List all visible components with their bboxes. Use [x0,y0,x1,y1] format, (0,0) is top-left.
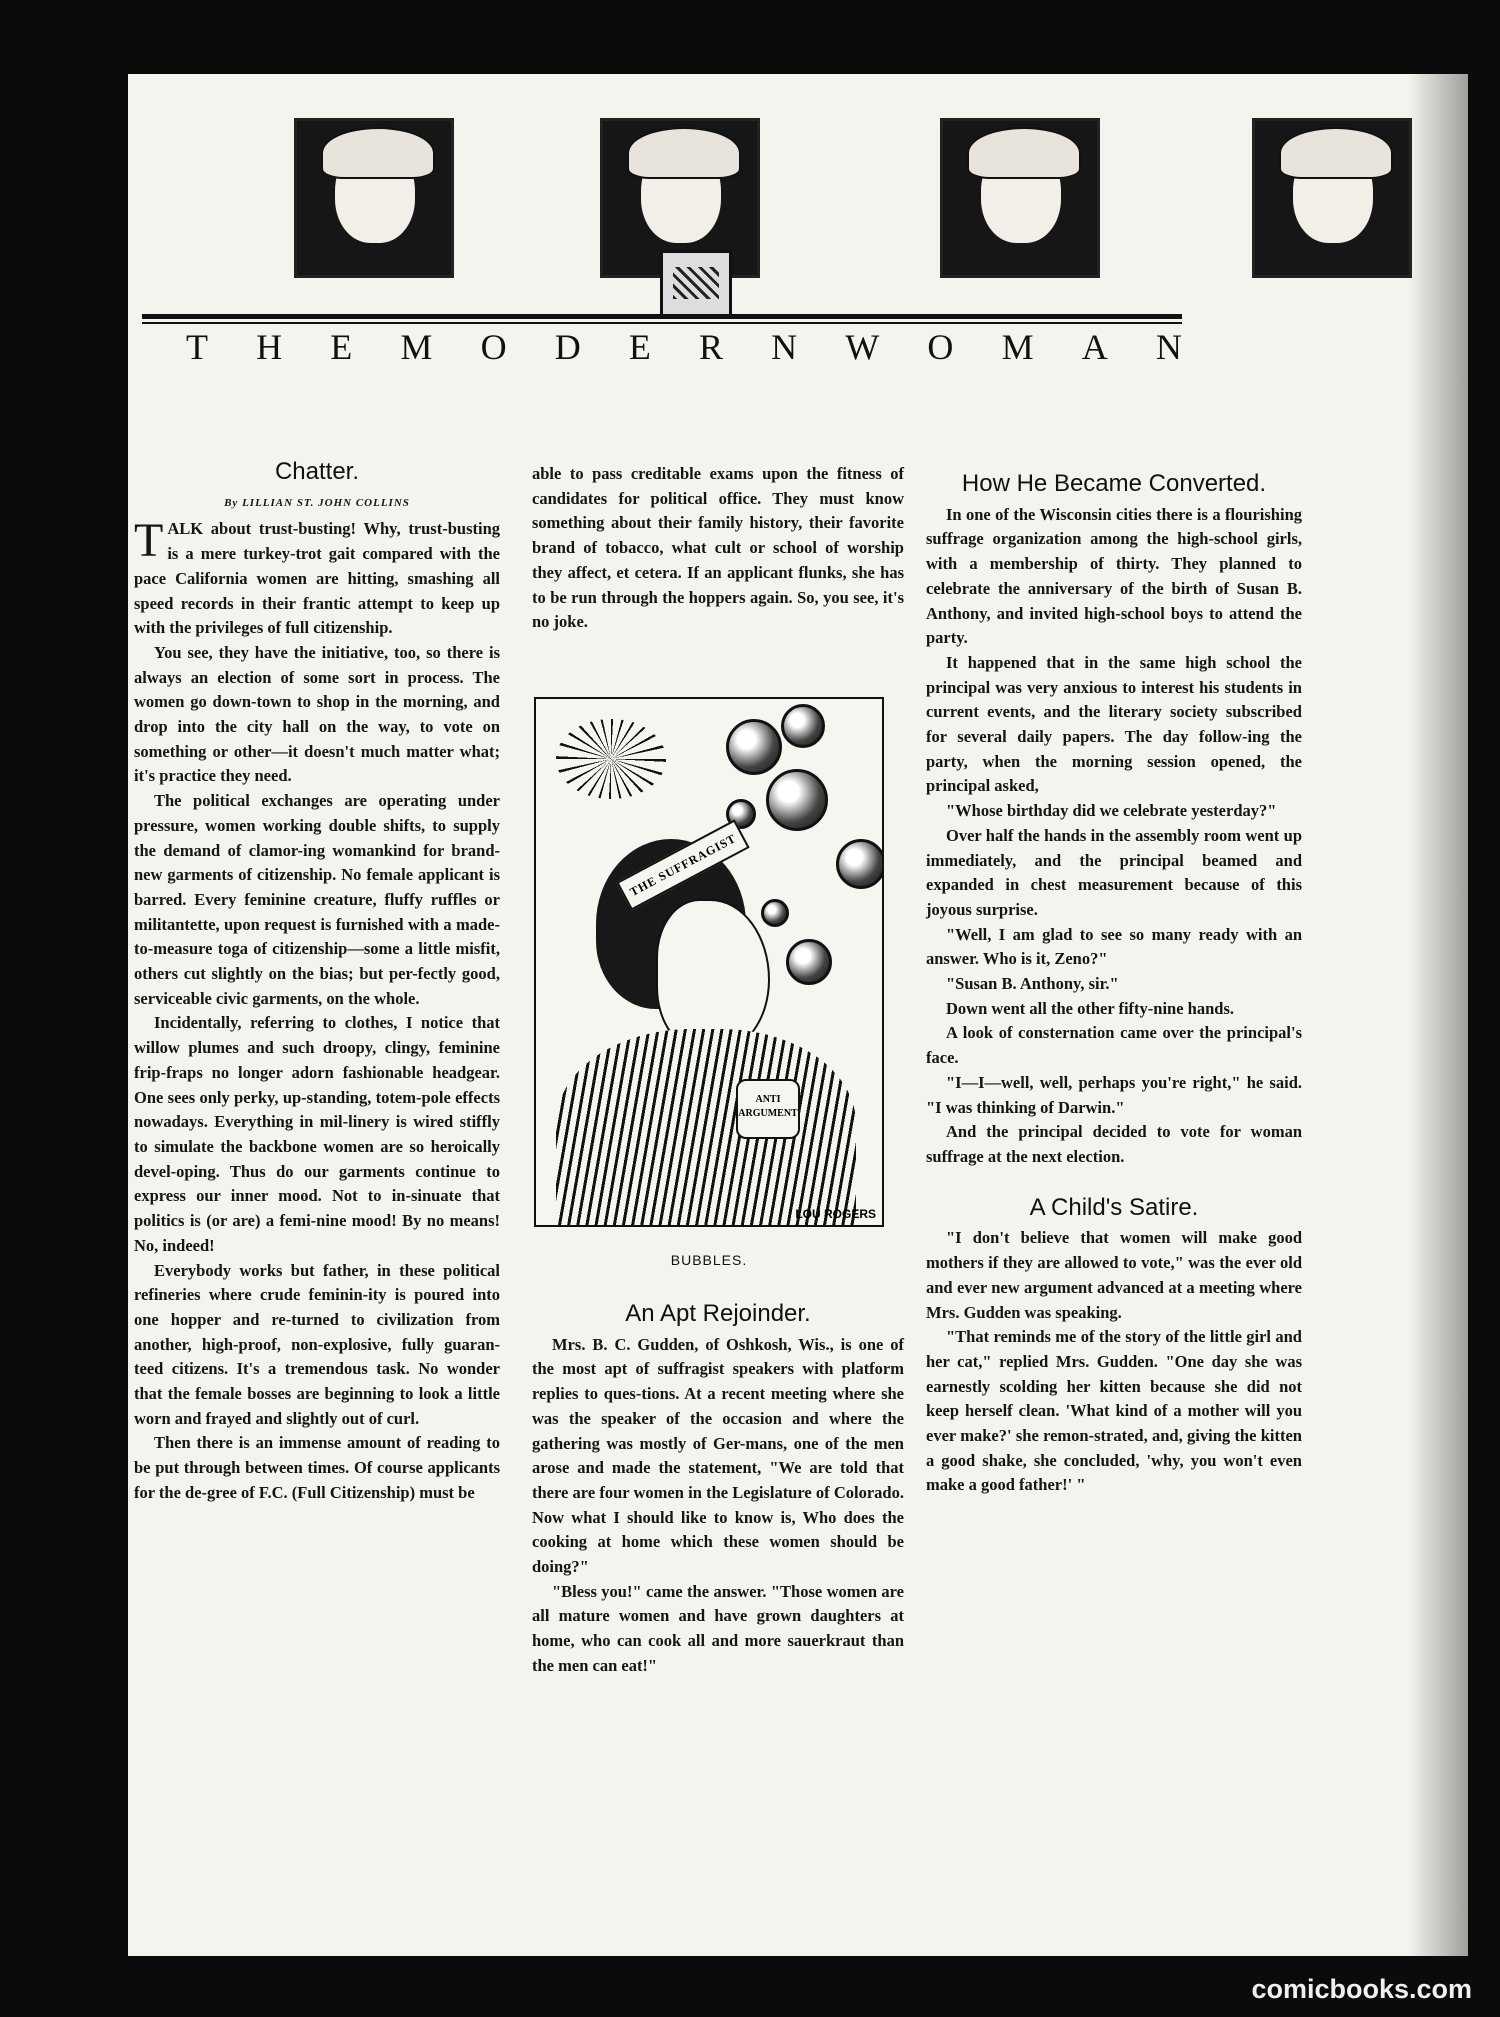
paragraph: "Bless you!" came the answer. "Those women are all mature women and have grown daughters at home, who can cook all and more sauerkraut than the men can eat!" [532,1581,904,1675]
masthead-letter: R [699,327,728,367]
paragraph: Down went all the other fifty-nine hands. [946,998,1235,1018]
portrait-illustration-1 [294,118,454,278]
masthead-letter: M [400,327,437,367]
paragraph: It happened that in the same high school the principal was very anxious to interest his students in current events, and the literary society subscribed for several daily papers. The day follow-ing the party, when the morning session opened, the principal asked, [926,652,1302,796]
masthead-letter: D [554,327,585,367]
masthead-letter: E [330,327,357,367]
masthead-letter: O [927,327,958,367]
paragraph: You see, they have the initiative, too, so there is always an election of some sort in process. The women go down-town to shop in the morning, and drop into the city hall on the way, to vote on something or other—it doesn't much matter what; it's practice they need. [134,642,500,786]
masthead-letter: H [256,327,287,367]
bubbles-cartoon [534,697,884,1227]
column-converted [926,438,1302,1498]
masthead-letter: N [771,327,802,367]
watermark: comicbooks.com [1251,1974,1472,2004]
article-title-chatter: Chatter. [274,458,360,485]
paragraph [134,514,500,641]
paragraph-text: ALK about trust-busting! Why, trust-busting is a mere turkey-trot gait compared with the pace California women are hitting, smashing all speed records in their frantic attempt to keep up with the privileges of full citizenship. [134,519,500,638]
masthead-letter: O [480,327,511,367]
suffragist-sash: THE SUFFRAGIST [616,819,749,910]
bubble [786,939,832,985]
article-title-satire: A Child's Satire. [1029,1193,1199,1221]
paragraph: "I don't believe that women will make good mothers if they are allowed to vote," was the ever old and ever new argument advanced at a meeting where Mrs. Gudden was speaking. [926,1228,1302,1322]
paragraph-continuation: able to pass creditable exams upon the fitness of candidates for political office. They must know something about their family history, their favorite brand of tobacco, what cult or school of worship they affect, et cetera. If an applicant flunks, she has to be run through the hoppers again. So, you see, it's no joke. [532,464,904,632]
bubble [766,769,828,831]
masthead-letter: E [628,327,655,367]
paragraph: And the principal decided to vote for woman suffrage at the next election. [926,1122,1302,1166]
paragraph: The political exchanges are operating under pressure, women working double shifts, to supply the demand of clamor-ing womankind for brand-new garments of citizenship. No female applicant is barred. Every feminine creature, fluffy ruffles or militantette, upon request is furnished with a made-to-measure toga of citizenship—some a little misfit, others cut slightly on the bias; but per-fectly good, serviceable civic garments, on the whole. [134,791,500,1008]
bubble [761,899,789,927]
header-rule [142,314,1182,319]
masthead-letter: T [186,327,212,367]
masthead-letter: W [845,327,884,367]
anti-argument-jar: ANTI ARGUMENT [736,1079,800,1139]
portrait-hat [1279,127,1393,179]
masthead-letter: A [1081,327,1112,367]
paragraph: "I—I—well, well, perhaps you're right," he said. "I was thinking of Darwin." [926,1072,1302,1117]
portrait-illustration-4 [1252,118,1412,278]
paragraph: Over half the hands in the assembly room went up immediately, and the principal beamed and expanded in chest measurement because of this joyous surprise. [926,825,1302,919]
paragraph: Mrs. B. C. Gudden, of Oshkosh, Wis., is one of the most apt of suffragist speakers with platform replies to ques-tions. At a recent meeting where she was the speaker of the occasion and where the gathering was mostly of Ger-mans, one of the men arose and made the statement, "We are told that there are four women in the Legislature of Colorado. Now what I should like to know is, Who does the cooking at home which these women should be doing?" [532,1334,904,1577]
artist-signature: LOU ROGERS [795,1207,876,1221]
paragraph: Then there is an immense amount of reading to be put through between times. Of course applicants for the de-gree of F.C. (Full Citizenship) must be [134,1433,500,1502]
paragraph: "Well, I am glad to see so many ready with an answer. Who is it, Zeno?" [926,924,1302,969]
ballot-box-illustration [660,250,732,318]
woman-dress [556,1029,856,1227]
portrait-hat [627,127,741,179]
portrait-illustration-3 [940,118,1100,278]
paragraph: "That reminds me of the story of the little girl and her cat," replied Mrs. Gudden. "One day she was earnestly scolding her kitten because she did not keep herself clean. 'What kind of a mother will you ever make?' she remon-strated, and, giving the kitten a good shake, she concluded, 'why, you won't even make a good father!' " [926,1327,1302,1495]
page-gutter-shadow [1408,74,1468,1956]
paragraph: In one of the Wisconsin cities there is a flourishing suffrage organization among the high-school girls, with a membership of thirty. They planned to celebrate the anniversary of the birth of Susan B. Anthony, and invited high-school boys to attend the party. [926,504,1302,648]
column-middle [532,462,904,635]
bubble [726,719,782,775]
bubble [836,839,884,889]
drop-cap: T [134,514,164,568]
portrait-hat [321,127,435,179]
masthead-letter: N [1155,327,1186,367]
masthead-letter: M [1001,327,1038,367]
paragraph: "Whose birthday did we celebrate yesterday?" [946,801,1277,821]
column-rejoinder [532,1302,904,1679]
article-title-converted: How He Became Converted. [961,470,1267,497]
paragraph: A look of consternation came over the principal's face. [926,1023,1302,1068]
paragraph: Incidentally, referring to clothes, I notice that willow plumes and such droopy, clingy, feminine frip-fraps no longer adorn fashionable headgear. One sees only perky, up-standing, totem-pole effects nowadays. Everything in mil-linery is wired stiffly to simulate the backbone women are so heroically devel-oping. Thus do our garments continue to express our inner mood. Not to in-sinuate that politics is (or are) a femi-nine mood! By no means! No, indeed! [134,1013,500,1255]
header-rule-thin [142,322,1182,324]
masthead-title [186,326,1186,368]
portrait-hat [967,127,1081,179]
firework-burst [556,719,666,799]
column-chatter [134,460,500,1506]
bubble [781,704,825,748]
paragraph: "Susan B. Anthony, sir." [946,974,1119,994]
cartoon-caption: BUBBLES. [670,1252,748,1268]
byline: By LILLIAN ST. JOHN COLLINS [224,496,410,509]
article-title-rejoinder: An Apt Rejoinder. [625,1300,811,1327]
paragraph: Everybody works but father, in these political refineries where crude feminin-ity is poured into one hopper and re-turned to civilization from another, high-proof, non-explosive, fully guaran-teed citizens. It's a tremendous task. No wonder that the female bosses are beginning to look a little worn and frayed and slightly out of curl. [134,1260,500,1428]
